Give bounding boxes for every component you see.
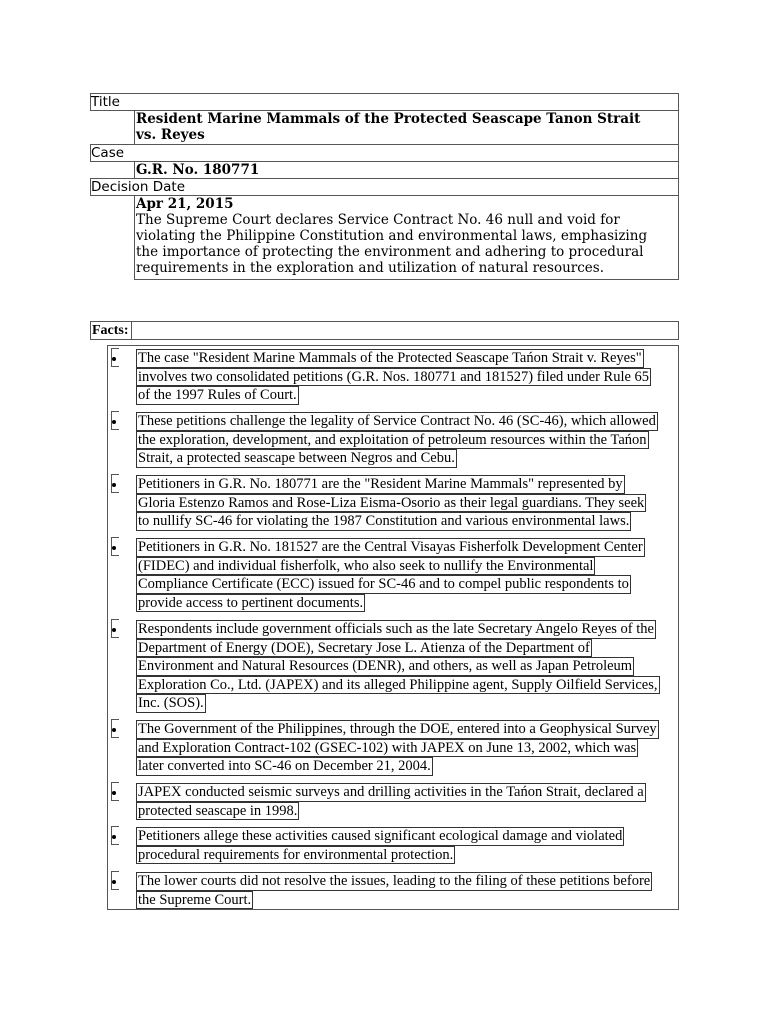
fact-5-line-5: Inc. (SOS). — [138, 695, 204, 711]
fact-1-line-1: The case "Resident Marine Mammals of the Protected Seascape Tańon Strait v. Reyes" — [138, 350, 642, 366]
case-value: G.R. No. 180771 — [136, 162, 260, 178]
title-label-cell — [90, 93, 679, 111]
title-value-line1: Resident Marine Mammals of the Protected Seascape Tanon Strait — [136, 111, 641, 127]
bullet-icon — [112, 783, 120, 801]
title-label: Title — [91, 94, 120, 110]
fact-5-line-4: Exploration Co., Ltd. (JAPEX) and its alleged Philippine agent, Supply Oilfield Services, — [138, 676, 658, 693]
fact-3-line-2: Gloria Estenzo Ramos and Rose-Liza Eisma-Osorio as their legal guardians. They seek — [138, 494, 645, 511]
fact-9-line-2: the Supreme Court. — [138, 891, 252, 908]
summary-line-3: the importance of protecting the environment and adhering to procedural — [136, 244, 644, 260]
fact-4-line-3: Compliance Certificate (ECC) issued for SC-46 and to compel public respondents to — [138, 576, 629, 592]
bullet-icon — [112, 475, 120, 493]
facts-list — [107, 345, 679, 910]
fact-7-line-2: protected seascape in 1998. — [138, 802, 298, 819]
bullet-icon — [112, 720, 120, 738]
bullet-icon — [112, 538, 120, 556]
fact-2-line-2: the exploration, development, and exploitation of petroleum resources within the Tańon — [138, 431, 647, 448]
fact-8-line-2: procedural requirements for environmental protection. — [138, 846, 454, 863]
title-value-line2: vs. Reyes — [136, 127, 205, 143]
fact-8-line-1: Petitioners allege these activities caused significant ecological damage and violated — [138, 828, 623, 844]
summary-line-2: violating the Philippine Constitution and environmental laws, emphasizing — [136, 228, 648, 244]
fact-5-line-1: Respondents include government officials such as the late Secretary Angelo Reyes of the — [138, 621, 654, 637]
fact-2-line-1: These petitions challenge the legality of Service Contract No. 46 (SC-46), which allowed — [138, 413, 656, 429]
case-label: Case — [91, 145, 125, 161]
title-value-cell — [134, 110, 679, 145]
fact-1-line-3: of the 1997 Rules of Court. — [138, 387, 297, 403]
fact-6-line-2: and Exploration Contract-102 (GSEC-102) with JAPEX on June 13, 2002, which was — [138, 739, 637, 756]
fact-2-line-3: Strait, a protected seascape between Negros and Cebu. — [138, 450, 455, 466]
fact-3-line-1: Petitioners in G.R. No. 180771 are the "Resident Marine Mammals" represented by — [138, 476, 623, 492]
bullet-icon — [112, 872, 120, 890]
case-value-cell — [134, 161, 679, 179]
fact-6-line-3: later converted into SC-46 on December 21, 2004. — [138, 758, 431, 774]
case-label-cell — [90, 144, 679, 162]
bullet-icon — [112, 620, 120, 638]
fact-4-line-4: provide access to pertinent documents. — [138, 594, 364, 611]
decision-date-value: Apr 21, 2015 — [136, 196, 234, 212]
summary-line-4: requirements in the exploration and utilization of natural resources. — [136, 260, 604, 276]
fact-5-line-2: Department of Energy (DOE), Secretary Jose L. Atienza of the Department of — [138, 639, 590, 656]
facts-label: Facts: — [90, 321, 132, 340]
date-summary-cell — [134, 195, 679, 280]
fact-6-line-1: The Government of the Philippines, through the DOE, entered into a Geophysical Survey — [138, 721, 657, 737]
fact-7-line-1: JAPEX conducted seismic surveys and drilling activities in the Tańon Strait, declared a — [138, 784, 644, 800]
date-label-cell — [90, 178, 679, 196]
bullet-icon — [112, 827, 120, 845]
fact-4-line-1: Petitioners in G.R. No. 181527 are the Central Visayas Fisherfolk Development Center — [138, 539, 643, 555]
fact-3-line-3: to nullify SC-46 for violating the 1987 Constitution and various environmental laws. — [138, 513, 630, 529]
bullet-icon — [112, 349, 120, 367]
fact-5-line-3: Environment and Natural Resources (DENR), and others, as well as Japan Petroleum — [138, 658, 633, 674]
bullet-icon — [112, 412, 120, 430]
summary-line-1: The Supreme Court declares Service Contract No. 46 null and void for — [136, 212, 620, 228]
fact-9-line-1: The lower courts did not resolve the issues, leading to the filing of these petitions before — [138, 873, 651, 889]
fact-4-line-2: (FIDEC) and individual fisherfolk, who also seek to nullify the Environmental — [138, 557, 594, 574]
facts-heading-row — [90, 321, 679, 340]
date-label: Decision Date — [91, 179, 186, 195]
fact-1-line-2: involves two consolidated petitions (G.R. Nos. 180771 and 181527) filed under Rule 65 — [138, 368, 650, 385]
